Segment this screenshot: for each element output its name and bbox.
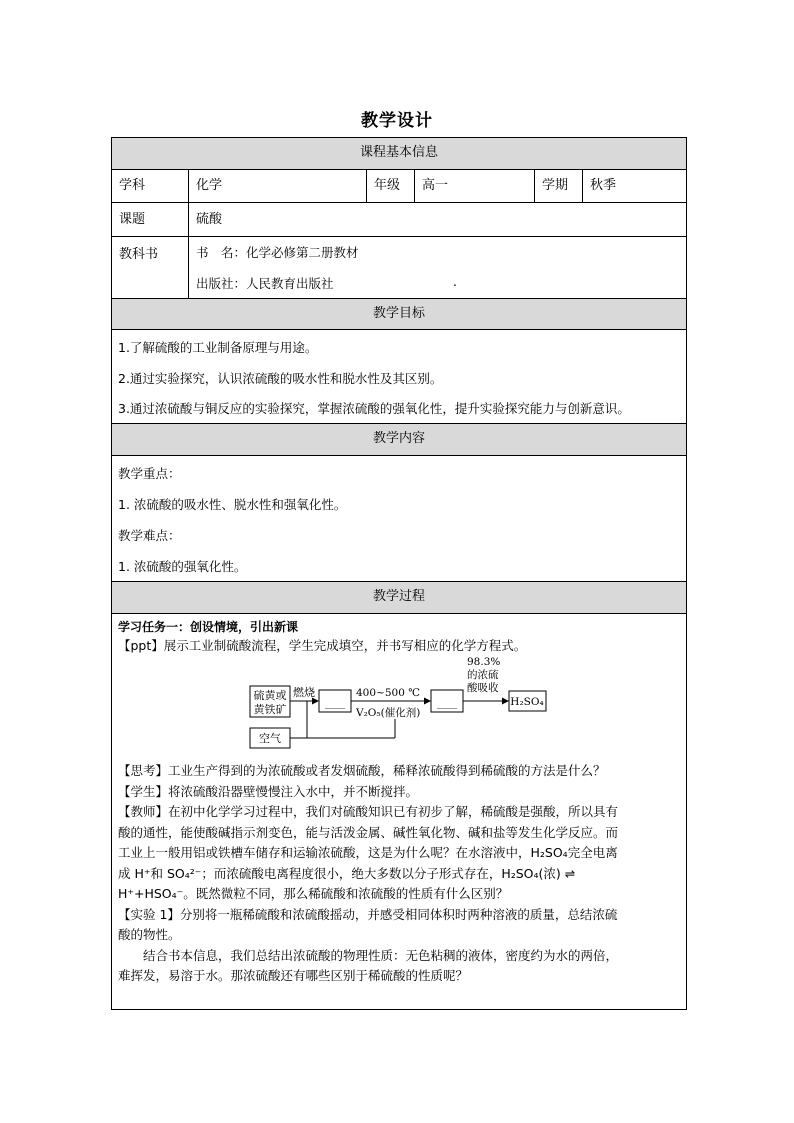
experiment-line: 【实验 1】分别将一瓶稀硫酸和浓硫酸摇动，并感受相同体积时两种溶液的质量，总结浓硫 (118, 907, 618, 922)
topic-label: 课题 (119, 212, 146, 227)
task-title: 学习任务一：创设情境，引出新课 (118, 620, 299, 634)
grade-value: 高一 (414, 170, 534, 202)
book-name: 书 名：化学必修第二册教材 (196, 245, 359, 260)
difficulty-item: 1. 浓硫酸的强氧化性。 (118, 559, 247, 574)
product-text: H₂SO₄ (510, 696, 544, 708)
section-header-process: 教学过程 (112, 582, 686, 614)
temperature-label: 400~500 ℃ (356, 687, 420, 699)
textbook-value (188, 237, 686, 298)
key-point-item: 1. 浓硫酸的吸水性、脱水性和强氧化性。 (118, 497, 347, 512)
teacher-line: 酸的通性，能使酸碱指示剂变色，能与活泼金属、碱性氧化物、碱和盐等发生化学反应。而 (118, 825, 619, 840)
difficulty-label: 教学难点： (118, 528, 181, 543)
grade-label: 年级 (366, 170, 414, 202)
objective-item: 1.了解硫酸的工业制备原理与用途。 (118, 340, 318, 355)
section-header-basic-info: 课程基本信息 (112, 138, 686, 170)
ppt-line: 【ppt】展示工业制硫酸流程，学生完成填空，并书写相应的化学方程式。 (118, 638, 527, 653)
summary-line: 难挥发，易溶于水。那浓硫酸还有哪些区别于稀硫酸的性质呢？ (118, 968, 469, 983)
term-label: 学期 (534, 170, 582, 202)
objective-item: 3.通过浓硫酸与铜反应的实验探究，掌握浓硫酸的强氧化性，提升实验探究能力与创新意识。 (118, 401, 630, 416)
summary-line: 结合书本信息，我们总结出浓硫酸的物理性质：无色粘稠的液体，密度约为水的两倍， (118, 948, 619, 963)
blank-text: ____ (325, 698, 345, 709)
section-header-objectives: 教学目标 (112, 299, 686, 330)
sulfuric-acid-process-diagram (244, 656, 554, 756)
teacher-line: 成 H⁺和 SO₄²⁻；而浓硫酸电离程度很小，绝大多数以分子形式存在，H₂SO₄(浓) ⇌ (118, 866, 576, 881)
student-line: 【学生】将浓硫酸沿器壁慢慢注入水中，并不断搅拌。 (118, 784, 419, 799)
absorb-label: 的浓硫 (467, 669, 499, 681)
info-row-textbook (112, 237, 686, 299)
objective-item: 2.通过实验探究，认识浓硫酸的吸水性和脱水性及其区别。 (118, 371, 443, 386)
raw-material-text: 黄铁矿 (253, 703, 287, 716)
topic-value: 硫酸 (188, 203, 686, 236)
info-row-topic (112, 203, 686, 237)
teacher-line: 【教师】在初中化学学习过程中，我们对硫酸知识已有初步了解，稀硫酸是强酸，所以具有 (118, 804, 619, 819)
catalyst-label: V₂O₅(催化剂) (356, 707, 421, 719)
raw-material-text: 硫黄或 (253, 689, 287, 702)
section-header-content: 教学内容 (112, 424, 686, 456)
experiment-line: 酸的物性。 (118, 927, 181, 942)
info-row-subject (112, 170, 686, 203)
teacher-line: H⁺+HSO₄⁻。既然微粒不同，那么稀硫酸和浓硫酸的性质有什么区别？ (118, 886, 509, 901)
objectives-body (112, 330, 686, 424)
publisher-name: 出版社：人民教育出版社 (196, 276, 334, 291)
lesson-plan-table (111, 137, 687, 1010)
process-body (112, 614, 686, 1009)
think-line: 【思考】工业生产得到的为浓硫酸或者发烟硫酸，稀释浓硫酸得到稀硫酸的方法是什么？ (118, 763, 606, 778)
air-text: 空气 (259, 732, 281, 745)
term-value: 秋季 (582, 170, 686, 202)
document-title: 教学设计 (361, 111, 433, 131)
subject-label: 学科 (119, 178, 146, 193)
blank-text: ____ (437, 698, 457, 709)
subject-value: 化学 (188, 170, 366, 202)
textbook-label: 教科书 (119, 247, 159, 262)
publisher-dot: . (453, 274, 457, 289)
burn-label: 燃烧 (293, 686, 315, 699)
key-points-label: 教学重点： (118, 466, 181, 481)
absorb-label: 98.3% (467, 656, 501, 668)
absorb-label: 酸吸收 (467, 682, 499, 694)
teacher-line: 工业上一般用铝或铁槽车储存和运输浓硫酸，这是为什么呢？在水溶液中，H₂SO₄完全电离 (118, 845, 618, 860)
content-body (112, 456, 686, 582)
